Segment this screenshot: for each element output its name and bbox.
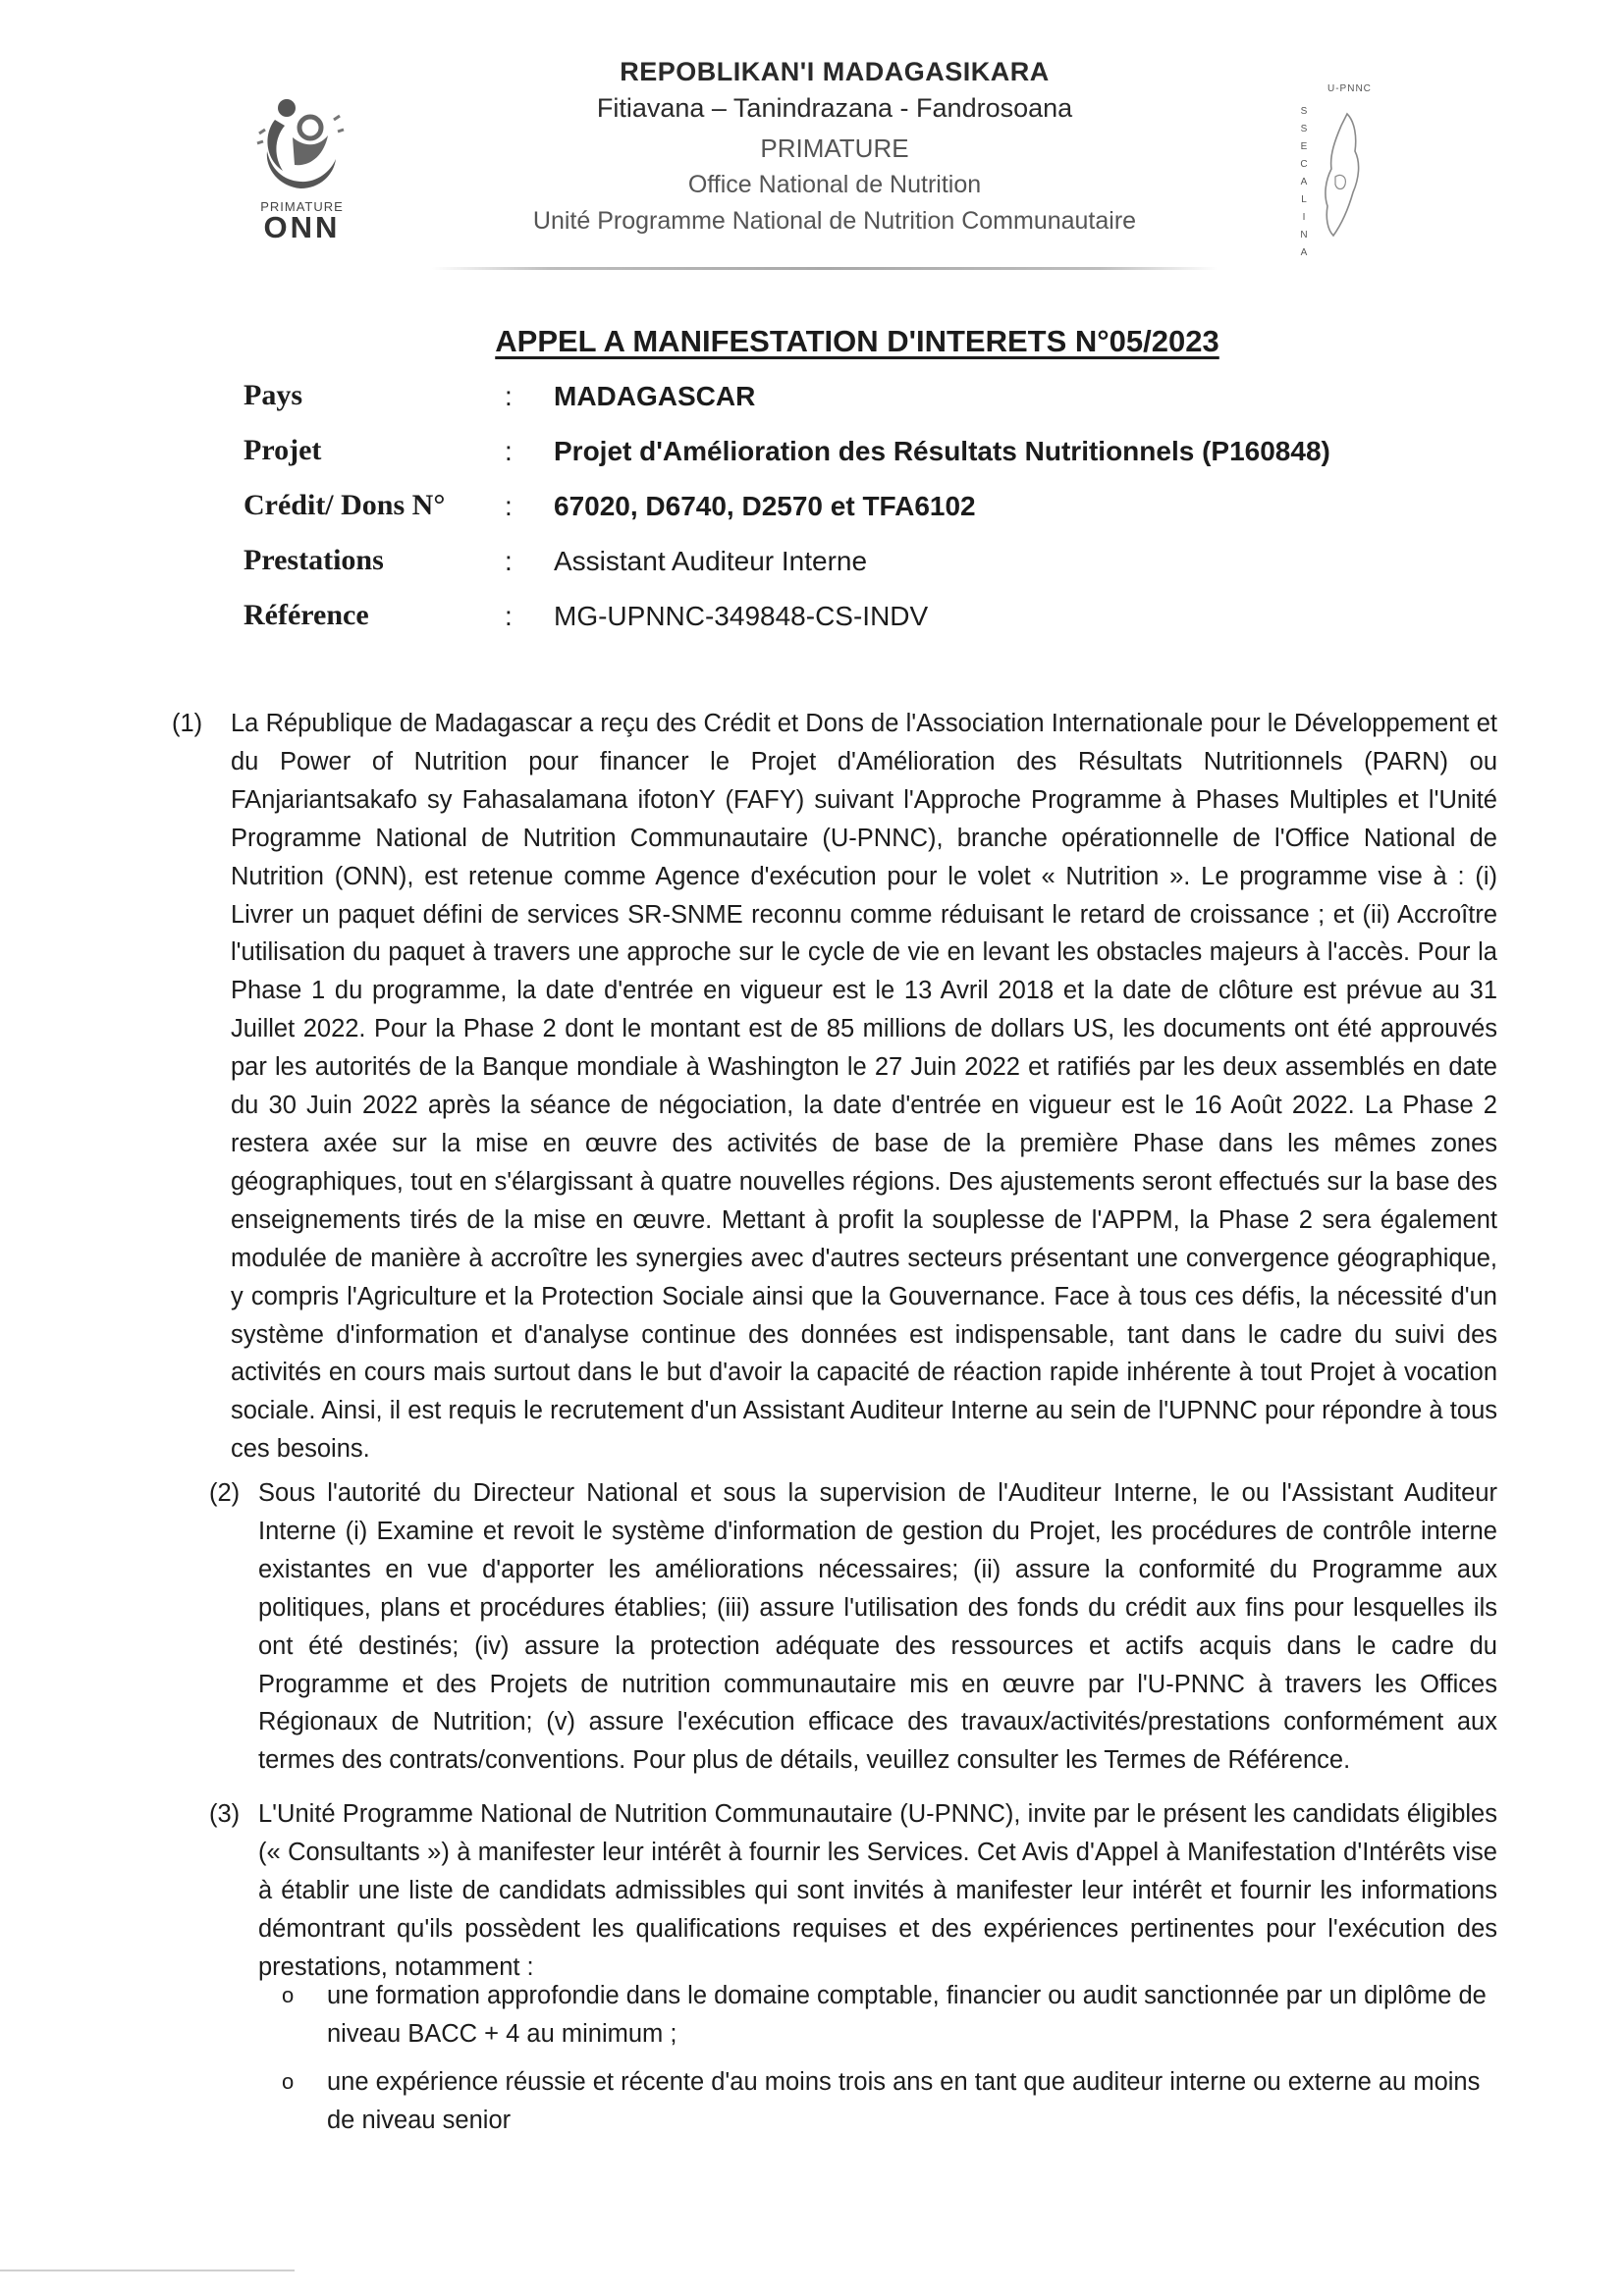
vertical-letter: A xyxy=(1300,177,1308,187)
bullet-circle-icon: o xyxy=(282,2068,295,2094)
vertical-letter: S xyxy=(1300,124,1308,134)
vertical-letter: E xyxy=(1300,141,1308,152)
paragraph-text: La République de Madagascar a reçu des Crédit et Dons de l'Association Internationale pour le Développement et du Power of Nutrition pour financer le Projet d'Amélioration des Résultats Nutritionnels (PARN) ou FAnjariantsakafo sy Fahasalamana ifotonY (FAFY) suivant l'Approche Programme à Phases Multiples et l'Unité Programme National de Nutrition Communautaire (U-PNNC), branche opérationnelle de l'Office National de Nutrition (ONN), est retenue comme Agence d'exécution pour le volet « Nutrition ». Le programme vise à : (i) Livrer un paquet défini de services SR-SNME reconnu comme réduisant le retard de croissance ; et (ii) Accroître l'utilisation du paquet à travers une approche sur le cycle de vie en levant les obstacles majeurs à l'accès. Pour la Phase 1 du programme, la date d'entrée en vigueur est le 13 Avril 2018 et la date de clôture est prévue au 31 Juillet 2022. Pour la Phase 2 dont le montant est de 85 millions de dollars US, les documents ont été approuvés par les autorités de la Banque mondiale à Washington le 27 Juin 2022 et ratifiés par les deux assemblés en date du 30 Juin 2022 après la séance de négociation, la date d'entrée en vigueur est le 16 Août 2022. La Phase 2 restera axée sur la mise en œuvre des activités de base de la première Phase dans les mêmes zones géographiques, tout en s'élargissant à quatre nouvelles régions. Des ajustements seront effectués sur la base des enseignements tirés de la mise en œuvre. Mettant à profit la souplesse de l'APPM, la Phase 2 sera également modulée de manière à accroître les synergies avec d'autres secteurs présentant une convergence géographique, y compris l'Agriculture et la Protection Sociale ainsi que la Gouvernance. Face à tous ces défis, la nécessité d'un système d'information et d'analyse continue des données est indispensable, tant dans le cadre du suivi des activités en cours mais surtout dans le but d'avoir la capacité de réaction rapide inhérente à tout Projet à vocation sociale. Ainsi, il est requis le recrutement d'un Assistant Auditeur Interne au sein de l'UPNNC pour répondre à tous ces besoins. xyxy=(231,710,1497,1464)
info-colon: : xyxy=(505,546,513,576)
header-office: Office National de Nutrition xyxy=(687,171,982,198)
logo-left-caption: PRIMATURE xyxy=(260,199,344,214)
paragraph-2 xyxy=(209,1474,1497,1780)
vertical-letter: S xyxy=(1300,106,1308,117)
info-value: MADAGASCAR xyxy=(554,381,756,411)
info-colon: : xyxy=(505,491,513,521)
onn-emblem-icon xyxy=(245,90,353,198)
qualification-list xyxy=(280,1977,1497,2150)
header-divider xyxy=(432,267,1218,270)
info-label: Pays xyxy=(244,379,302,411)
paragraph-number: (1) xyxy=(172,710,203,737)
logo-right-tag: U-PNNC xyxy=(1327,83,1372,94)
info-table xyxy=(244,373,1422,648)
paragraph-number: (3) xyxy=(209,1800,241,1828)
info-value: Assistant Auditeur Interne xyxy=(554,546,868,576)
list-item xyxy=(280,2063,1497,2140)
info-colon: : xyxy=(505,381,513,411)
info-colon: : xyxy=(505,601,513,631)
bullet-circle-icon: o xyxy=(282,1983,295,2007)
onn-logo xyxy=(245,90,358,247)
paragraph-number: (2) xyxy=(209,1479,241,1507)
info-row xyxy=(244,538,1422,593)
info-row xyxy=(244,593,1422,648)
info-value: MG-UPNNC-349848-CS-INDV xyxy=(554,601,929,631)
info-row xyxy=(244,483,1422,538)
upnnc-logo xyxy=(1282,83,1390,260)
info-value: 67020, D6740, D2570 et TFA6102 xyxy=(554,491,976,521)
paragraph-3 xyxy=(209,1795,1497,1987)
info-colon: : xyxy=(505,436,513,466)
info-row xyxy=(244,373,1422,428)
info-label: Projet xyxy=(244,434,322,466)
vertical-letter: N xyxy=(1300,230,1308,240)
letterhead xyxy=(461,54,1208,240)
info-value: Projet d'Amélioration des Résultats Nutritionnels (P160848) xyxy=(554,436,1330,466)
footer-divider xyxy=(0,2269,295,2271)
logo-left-acronym: ONN xyxy=(263,210,341,244)
list-item-text: une expérience réussie et récente d'au moins trois ans en tant que auditeur interne ou externe au moins de niveau senior xyxy=(327,2067,1481,2134)
vertical-letter: C xyxy=(1300,159,1308,170)
paragraph-text: Sous l'autorité du Directeur National et sous la supervision de l'Auditeur Interne, le ou l'Assistant Auditeur Interne (i) Examine et revoit le système d'information de gestion du Projet, les procédures de contrôle interne existantes en vue d'apporter les améliorations nécessaires; (ii) assure la conformité du Programme aux politiques, plans et procédures établies; (iii) assure l'utilisation des fonds du crédit aux fins pour lesquelles ils ont été destinés; (iv) assure la protection adéquate des ressources et actifs acquis dans le cadre du Programme et des Projets de nutrition communautaire mis en œuvre par l'U-PNNC à travers les Offices Régionaux de Nutrition; (v) assure l'exécution efficace des travaux/activités/prestations conformément aux termes des contrats/conventions. Pour plus de détails, veuillez consulter les Termes de Référence. xyxy=(258,1479,1497,1775)
vertical-letter: A xyxy=(1300,247,1308,258)
info-label: Crédit/ Dons N° xyxy=(244,489,446,521)
header-unit: Unité Programme National de Nutrition Communautaire xyxy=(532,207,1137,235)
header-primature: PRIMATURE xyxy=(760,133,909,163)
logo-right-vertical-text xyxy=(1296,103,1312,262)
paragraph-1 xyxy=(172,705,1497,1468)
list-item xyxy=(280,1977,1497,2054)
header-motto: Fitiavana – Tanindrazana - Fandrosoana xyxy=(596,93,1073,123)
info-label: Référence xyxy=(244,599,369,631)
document-title xyxy=(0,324,1624,359)
document-title-text: APPEL A MANIFESTATION D'INTERETS N°05/2023 xyxy=(495,324,1219,358)
madagascar-map-icon xyxy=(1312,108,1371,245)
vertical-letter: I xyxy=(1302,212,1306,223)
paragraph-text: L'Unité Programme National de Nutrition Communautaire (U-PNNC), invite par le présent les candidats éligibles (« Consultants ») à manifester leur intérêt à fournir les Services. Cet Avis d'Appel à Manifestation d'Intérêts vise à établir une liste de candidats admissibles qui sont invités à manifester leur intérêt et fournir les informations démontrant qu'ils possèdent les qualifications requises et des expériences pertinentes pour l'exécution des prestations, notamment : xyxy=(258,1800,1497,1981)
info-label: Prestations xyxy=(244,544,384,576)
info-row xyxy=(244,428,1422,483)
vertical-letter: L xyxy=(1301,194,1307,205)
list-item-text: une formation approfondie dans le domaine comptable, financier ou audit sanctionnée par un diplôme de niveau BACC + 4 au minimum ; xyxy=(327,1982,1487,2048)
header-country: REPOBLIKAN'I MADAGASIKARA xyxy=(620,57,1050,86)
